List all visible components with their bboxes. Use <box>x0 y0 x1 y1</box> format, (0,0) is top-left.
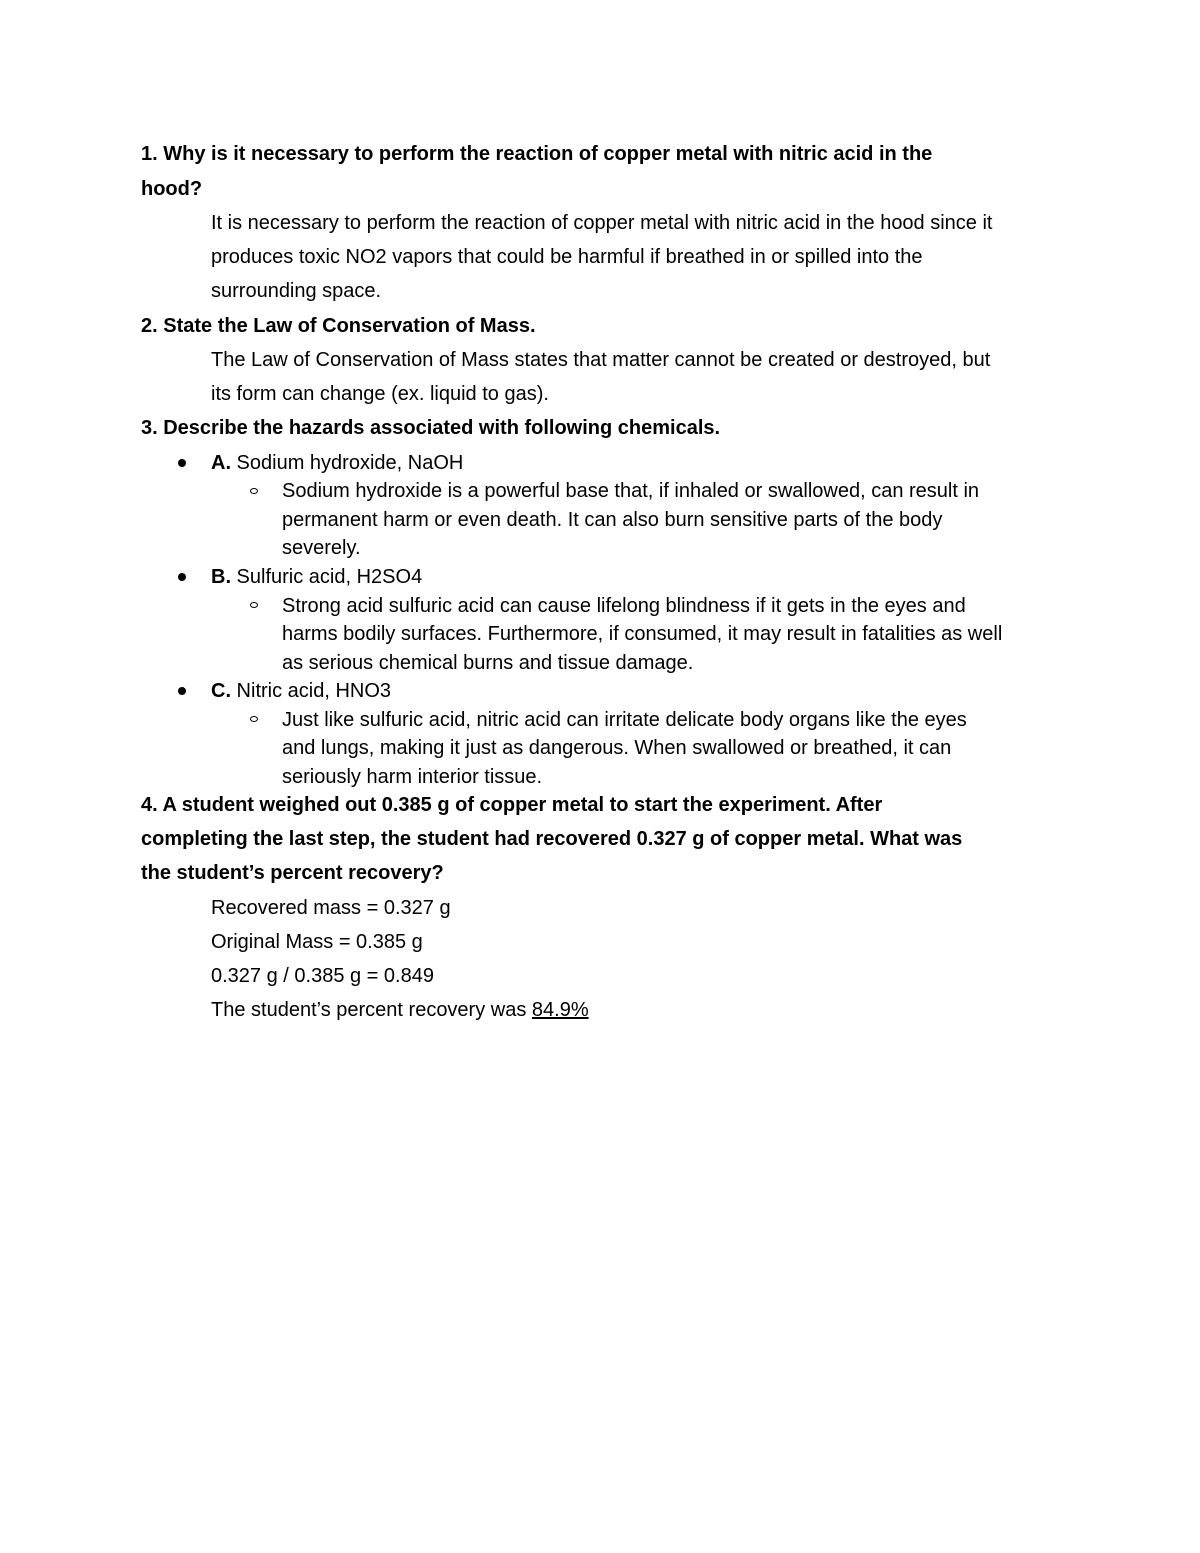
answer-1-line-2: produces toxic NO2 vapors that could be harmful if breathed in or spilled into the <box>211 246 923 268</box>
item-c-detail-line-1: Just like sulfuric acid, nitric acid can irritate delicate body organs like the eyes <box>282 709 967 731</box>
answer-4-line-3: 0.327 g / 0.385 g = 0.849 <box>211 965 434 987</box>
question-1-line-1: 1. Why is it necessary to perform the reaction of copper metal with nitric acid in the <box>141 143 933 165</box>
bullet-a-icon <box>178 459 186 467</box>
item-c-heading <box>211 679 391 703</box>
answer-4-final-prefix: The student’s percent recovery was <box>211 999 532 1021</box>
item-b-heading <box>211 565 422 589</box>
question-1-line-2: hood? <box>141 178 203 200</box>
answer-2-line-2: its form can change (ex. liquid to gas). <box>211 383 549 405</box>
question-2-line-1: 2. State the Law of Conservation of Mass. <box>141 315 536 337</box>
answer-1-line-3: surrounding space. <box>211 280 382 302</box>
question-4-line-2: completing the last step, the student had recovered 0.327 g of copper metal. What was <box>141 828 963 850</box>
percent-recovery-value: 84.9% <box>531 999 589 1021</box>
item-b-detail-line-1: Strong acid sulfuric acid can cause lifelong blindness if it gets in the eyes and <box>282 595 966 617</box>
item-a-detail-line-2: permanent harm or even death. It can also burn sensitive parts of the body <box>282 509 943 531</box>
item-b-detail-line-3: as serious chemical burns and tissue damage. <box>282 652 694 674</box>
item-b-detail-line-2: harms bodily surfaces. Furthermore, if consumed, it may result in fatalities as well <box>282 623 1003 645</box>
item-c-letter: C. <box>211 680 231 702</box>
item-c-detail-line-2: and lungs, making it just as dangerous. When swallowed or breathed, it can <box>282 737 952 759</box>
bullet-b-icon <box>178 573 186 581</box>
item-a-detail-line-1: Sodium hydroxide is a powerful base that, if inhaled or swallowed, can result in <box>282 480 980 502</box>
sub-bullet-a-icon <box>250 488 258 494</box>
item-a-letter: A. <box>211 452 231 474</box>
answer-4-line-2: Original Mass = 0.385 g <box>211 931 423 953</box>
bullet-c-icon <box>178 687 186 695</box>
item-b-name: Sulfuric acid, H2SO4 <box>231 566 423 588</box>
item-c-detail-line-3: seriously harm interior tissue. <box>282 766 543 788</box>
sub-bullet-c-icon <box>250 716 258 722</box>
question-3-line-1: 3. Describe the hazards associated with following chemicals. <box>141 417 721 439</box>
answer-4-line-1: Recovered mass = 0.327 g <box>211 897 451 919</box>
item-c-name: Nitric acid, HNO3 <box>231 680 392 702</box>
item-a-detail-line-3: severely. <box>282 537 361 559</box>
question-4-line-1: 4. A student weighed out 0.385 g of copper metal to start the experiment. After <box>141 794 883 816</box>
answer-2-line-1: The Law of Conservation of Mass states that matter cannot be created or destroyed, but <box>211 349 991 371</box>
item-b-letter: B. <box>211 566 231 588</box>
item-a-name: Sodium hydroxide, NaOH <box>231 452 464 474</box>
sub-bullet-b-icon <box>250 602 258 608</box>
item-a-heading <box>211 451 463 475</box>
answer-4-final <box>211 998 589 1022</box>
answer-1-line-1: It is necessary to perform the reaction of copper metal with nitric acid in the hood since it <box>211 212 993 234</box>
question-4-line-3: the student’s percent recovery? <box>141 862 444 884</box>
